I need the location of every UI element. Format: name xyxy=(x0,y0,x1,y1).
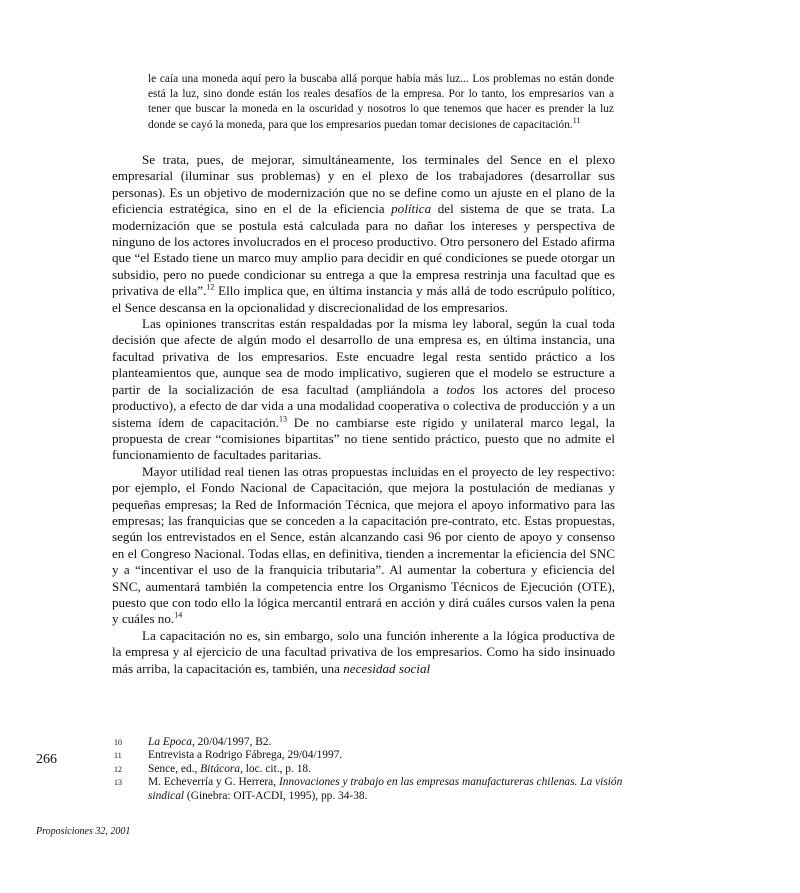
footnote-ref-11: 11 xyxy=(572,115,581,125)
footnote-11 xyxy=(114,749,624,762)
footnote-ref-12: 12 xyxy=(206,282,215,292)
footnote-text xyxy=(148,736,624,749)
block-quote xyxy=(148,72,614,133)
paragraph-3-text: Mayor utilidad real tienen las otras propuestas incluidas en el proyecto de ley respectivo: por ejemplo, el Fondo Nacional de Capacitación, que mejora la postulación de medianas y pequeñas empresas; la Red de Información Técnica, que mejora el apoyo informativo para las empresas; las franquicias que se conceden a la capacitación pre-contrato, etc. Estas propuestas, según los entrevistados en el Sence, están alcanzando casi 96 por ciento de apoyo y consenso en el Congreso Nacional. Todas ellas, en definitiva, tienden a incrementar la eficiencia del SNC y a “incentivar el uso de la franquicia tributaria”. Al aumentar la cobertura y eficiencia del SNC, aumentará también la competencia entre los Organismo Técnicos de Ejecución (OTE), puesto que con todo ello la lógica mercantil entrará en acción y dirá cuáles cursos valen la pena y cuáles no. xyxy=(112,463,615,627)
paragraph-2-text-b: los actores del proceso productivo), a efecto de dar vida a una modalidad cooperativa o colectiva de producción y a un sistema ídem de capacitación. xyxy=(112,381,615,430)
footnote-text xyxy=(148,763,624,776)
paragraph-1 xyxy=(112,152,615,316)
footnote-detail: , 20/04/1997, B2. xyxy=(191,736,272,748)
paragraph-2-text-a: Las opiniones transcritas están respaldadas por la misma ley laboral, según la cual toda decisión que afecte de algún modo el desarrollo de una empresa es, en última instancia, una facultad privativa de los empresarios. Este encuadre legal resta sentido práctico a los planteamientos que, aunque sea de modo implicativo, sugieren que el modelo se estructure a partir de la socialización de esa facultad (ampliándola a xyxy=(112,316,615,397)
paragraph-3 xyxy=(112,464,615,628)
footnote-prefix: Sence, ed., xyxy=(148,762,201,775)
footnote-prefix: M. Echeverría y G. Herrera, xyxy=(148,776,279,789)
footnote-13 xyxy=(114,776,624,803)
footnote-number: 13 xyxy=(114,778,122,788)
footnote-12 xyxy=(114,763,624,776)
footnote-ref-13: 13 xyxy=(278,414,287,424)
paragraph-1-text-a: Se trata, pues, de mejorar, simultáneamente, los terminales del Sence en el plexo empresarial (iluminar sus problemas) y en el plexo de los trabajadores (desarrollar sus personas). Es un objetivo de modernización que no se define como un ajuste en el plano de la eficiencia estratégica, sino en el de la eficiencia xyxy=(112,152,615,217)
footnote-title: La Epoca xyxy=(148,736,192,748)
footnote-text: Entrevista a Rodrigo Fábrega, 29/04/1997. xyxy=(148,749,343,762)
footnote-number: 11 xyxy=(114,751,122,761)
footnote-number: 10 xyxy=(114,738,122,747)
footnote-detail: , loc. cit., p. 18. xyxy=(240,762,311,775)
paragraph-4-text: La capacitación no es, sin embargo, solo una función inherente a la lógica productiva de la empresa y al ejercicio de una facultad privativa de los empresarios. Como ha sido insinuado más arriba, la capacitación es, también, una xyxy=(112,627,615,676)
journal-footer: Proposiciones 32, 2001 xyxy=(36,826,131,837)
footnote-ref-14: 14 xyxy=(174,611,183,621)
footnote-title: Innovaciones y trabajo en las empresas manufactureras chilenas. La visión sindical xyxy=(148,776,623,802)
paragraph-4 xyxy=(112,628,615,677)
footnote-number: 12 xyxy=(114,764,122,774)
paragraph-4-emphasis: necesidad social xyxy=(343,660,431,676)
footnote-10 xyxy=(114,736,624,749)
footnote-detail: (Ginebra: OIT-ACDI, 1995), pp. 34-38. xyxy=(184,789,368,802)
footnote-text xyxy=(148,776,624,803)
footnote-title: Bitácora xyxy=(200,762,241,775)
quote-text: le caía una moneda aquí pero la buscaba allá porque había más luz... Los problemas no están donde está la luz, sino donde están los reales desafíos de la empresa. Por lo tanto, los empresarios van a tener que buscar la moneda en la oscuridad y nosotros lo que tenemos que hacer es prender la luz donde se cayó la moneda, para que los empresarios puedan tomar decisiones de capacitación. xyxy=(148,73,614,131)
paragraph-1-text-b: del sistema de que se trata. La modernización que se postula está calculada para no dañar los intereses y perspectiva de ninguno de los actores involucrados en el proceso productivo. Otro personero del Estado afirma que “el Estado tiene un marco muy amplio para decidir en qué condiciones se puede otorgar un subsidio, pero no puede condicionar su entrega a que la empresa restrinja una facultad que es privativa de ella”. xyxy=(112,201,616,299)
paragraph-1-text-c: Ello implica que, en última instancia y más allá de todo escrúpulo político, el Sence descansa en la opcionalidad y discrecionalidad de los empresarios. xyxy=(112,283,615,315)
paragraph-2 xyxy=(112,316,615,464)
paragraph-2-emphasis: todos xyxy=(446,381,475,397)
body-text xyxy=(112,152,615,677)
page-number: 266 xyxy=(36,752,57,767)
paragraph-2-text-c: De no cambiarse este rígido y unilateral marco legal, la propuesta de crear “comisiones bipartitas” no tiene sentido práctico, puesto que no admite el funcionamiento de facultades paritarias. xyxy=(112,414,615,463)
footnotes xyxy=(114,736,624,803)
quote-paragraph xyxy=(148,72,614,133)
paragraph-1-emphasis: política xyxy=(391,201,432,217)
